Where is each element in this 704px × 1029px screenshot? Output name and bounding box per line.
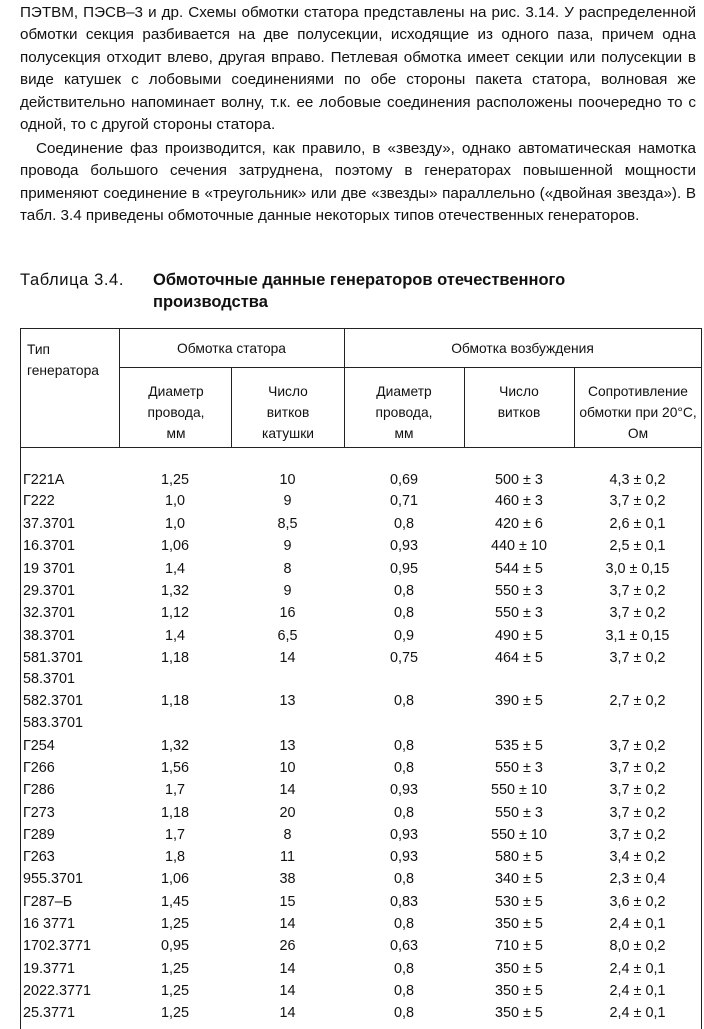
table-row — [21, 935, 701, 957]
cell-stator-turns: 10 — [279, 472, 296, 488]
cell-stator-turns: 11 — [280, 849, 295, 865]
cell-excitation-turns: 530 ± 5 — [495, 894, 543, 910]
cell-stator-diameter: 1,4 — [164, 561, 185, 577]
cell-excitation-turns: 440 ± 10 — [491, 538, 547, 554]
table-divider — [464, 367, 465, 447]
cell-resistance: 3,7 ± 0,2 — [609, 827, 666, 843]
table-row — [21, 558, 701, 580]
cell-stator-diameter: 1,18 — [160, 805, 189, 821]
cell-excitation-diameter: 0,69 — [389, 472, 418, 488]
cell-resistance: 4,3 ± 0,2 — [609, 472, 666, 488]
table-row — [21, 712, 701, 734]
table-row — [21, 1002, 701, 1024]
cell-excitation-diameter: 0,8 — [393, 583, 414, 599]
cell-resistance: 8,0 ± 0,2 — [609, 938, 666, 954]
cell-stator-turns: 13 — [279, 738, 296, 754]
cell-resistance: 3,7 ± 0,2 — [609, 805, 666, 821]
header-excitation-turns: Число витков — [497, 384, 541, 420]
cell-type: Г263 — [23, 849, 55, 865]
cell-excitation-diameter: 0,83 — [389, 894, 418, 910]
table-row — [21, 625, 701, 647]
cell-excitation-turns: 350 ± 5 — [495, 916, 543, 932]
cell-resistance: 3,7 ± 0,2 — [609, 493, 666, 509]
table-caption-title: Обмоточные данные генераторов отечественного производства — [153, 271, 566, 311]
cell-resistance: 3,4 ± 0,2 — [609, 849, 666, 865]
table-divider — [574, 367, 575, 447]
cell-excitation-turns: 550 ± 10 — [491, 782, 547, 798]
table-row — [21, 779, 701, 801]
cell-stator-turns: 14 — [279, 1005, 296, 1021]
table-row — [21, 757, 701, 779]
cell-excitation-turns: 390 ± 5 — [495, 693, 543, 709]
cell-stator-turns: 8,5 — [277, 516, 298, 532]
cell-excitation-diameter: 0,63 — [389, 938, 418, 954]
table-row — [21, 824, 701, 846]
cell-excitation-turns: 490 ± 5 — [495, 628, 543, 644]
cell-stator-turns: 20 — [279, 805, 296, 821]
table-row — [21, 602, 701, 624]
cell-resistance: 2,4 ± 0,1 — [609, 983, 666, 999]
cell-excitation-turns: 420 ± 6 — [495, 516, 543, 532]
cell-type: 581.3701 — [23, 650, 84, 666]
cell-stator-diameter: 1,25 — [160, 961, 189, 977]
header-stator-wire-diameter: Диаметр провода, мм — [147, 384, 205, 441]
cell-type: 19 3701 — [23, 561, 76, 577]
cell-resistance: 3,0 ± 0,15 — [605, 561, 670, 577]
table-row — [21, 513, 701, 535]
cell-resistance: 3,7 ± 0,2 — [609, 583, 666, 599]
cell-resistance: 3,1 ± 0,15 — [605, 628, 670, 644]
cell-excitation-diameter: 0,8 — [393, 961, 414, 977]
cell-resistance: 2,7 ± 0,2 — [609, 693, 666, 709]
cell-stator-diameter: 1,25 — [160, 1005, 189, 1021]
cell-stator-diameter: 1,06 — [160, 538, 189, 554]
cell-type: Г273 — [23, 805, 55, 821]
cell-excitation-diameter: 0,8 — [393, 516, 414, 532]
table-row — [21, 958, 701, 980]
cell-stator-turns: 9 — [283, 583, 292, 599]
cell-stator-diameter: 1,06 — [160, 871, 189, 887]
cell-type: Г286 — [23, 782, 55, 798]
cell-stator-turns: 15 — [279, 894, 296, 910]
cell-excitation-turns: 550 ± 10 — [491, 827, 547, 843]
cell-excitation-turns: 550 ± 3 — [495, 760, 543, 776]
cell-excitation-diameter: 0,8 — [393, 983, 414, 999]
cell-excitation-diameter: 0,8 — [393, 1005, 414, 1021]
cell-stator-turns: 14 — [279, 782, 296, 798]
table-row — [21, 668, 701, 690]
cell-type: 16.3701 — [23, 538, 76, 554]
cell-stator-turns: 13 — [279, 693, 296, 709]
cell-type: Г287–Б — [23, 894, 73, 910]
cell-resistance: 3,7 ± 0,2 — [609, 650, 666, 666]
cell-excitation-turns: 464 ± 5 — [495, 650, 543, 666]
cell-resistance: 3,7 ± 0,2 — [609, 605, 666, 621]
table-row — [21, 802, 701, 824]
cell-stator-diameter: 1,0 — [164, 493, 185, 509]
table-row — [21, 846, 701, 868]
cell-stator-turns: 10 — [279, 760, 296, 776]
cell-excitation-turns: 350 ± 5 — [495, 961, 543, 977]
cell-type: Г266 — [23, 760, 55, 776]
table-row — [21, 913, 701, 935]
cell-stator-diameter: 1,18 — [160, 650, 189, 666]
cell-type: Г254 — [23, 738, 55, 754]
cell-excitation-diameter: 0,93 — [389, 849, 418, 865]
table-divider — [231, 367, 232, 447]
cell-excitation-diameter: 0,93 — [389, 538, 418, 554]
table-row — [21, 535, 701, 557]
cell-resistance: 3,7 ± 0,2 — [609, 760, 666, 776]
cell-resistance: 3,6 ± 0,2 — [609, 894, 666, 910]
cell-type: 37.3701 — [23, 516, 76, 532]
cell-excitation-turns: 350 ± 5 — [495, 983, 543, 999]
cell-stator-turns: 8 — [283, 561, 292, 577]
cell-stator-diameter: 1,4 — [164, 628, 185, 644]
cell-type: 1702.3771 — [23, 938, 92, 954]
cell-stator-diameter: 1,8 — [164, 849, 185, 865]
header-excitation-winding: Обмотка возбуждения — [451, 341, 594, 356]
cell-type: 58.3701 — [23, 671, 76, 687]
table-row — [21, 469, 701, 491]
cell-excitation-diameter: 0,8 — [393, 738, 414, 754]
cell-stator-turns: 14 — [279, 961, 296, 977]
cell-excitation-turns: 500 ± 3 — [495, 472, 543, 488]
cell-resistance: 2,4 ± 0,1 — [609, 916, 666, 932]
cell-stator-turns: 16 — [279, 605, 296, 621]
cell-stator-diameter: 1,45 — [160, 894, 189, 910]
header-winding-resistance: Сопротивление обмотки при 20°С, Ом — [579, 384, 697, 441]
cell-excitation-turns: 550 ± 3 — [495, 605, 543, 621]
table-row — [21, 891, 701, 913]
cell-stator-diameter: 1,32 — [160, 583, 189, 599]
cell-excitation-diameter: 0,8 — [393, 605, 414, 621]
winding-data-table — [20, 328, 702, 1029]
cell-type: 38.3701 — [23, 628, 76, 644]
cell-type: 2022.3771 — [23, 983, 92, 999]
cell-stator-diameter: 1,25 — [160, 916, 189, 932]
cell-excitation-diameter: 0,9 — [393, 628, 414, 644]
cell-stator-turns: 38 — [279, 871, 296, 887]
cell-stator-turns: 8 — [283, 827, 292, 843]
table-row — [21, 980, 701, 1002]
cell-excitation-turns: 535 ± 5 — [495, 738, 543, 754]
cell-resistance: 2,4 ± 0,1 — [609, 1005, 666, 1021]
cell-stator-turns: 14 — [279, 916, 296, 932]
cell-excitation-diameter: 0,93 — [389, 782, 418, 798]
cell-excitation-diameter: 0,8 — [393, 805, 414, 821]
cell-type: Г222 — [23, 493, 55, 509]
cell-excitation-diameter: 0,75 — [389, 650, 418, 666]
cell-excitation-diameter: 0,95 — [389, 561, 418, 577]
cell-resistance: 2,5 ± 0,1 — [609, 538, 666, 554]
cell-excitation-diameter: 0,71 — [389, 493, 418, 509]
header-stator-winding: Обмотка статора — [177, 341, 286, 356]
paragraph-2: Соединение фаз производится, как правило, в «звезду», однако автоматическая намотка провода большого сечения затруднена, поэтому в генераторах повышенной мощности применяют соединение в «треугольник» или две «звезды» параллельно («двойная звезда»). В табл. 3.4 приведены обмоточные данные некоторых типов отечественных генераторов. — [20, 140, 696, 225]
cell-type: Г221А — [23, 472, 65, 488]
table-row — [21, 647, 701, 669]
cell-stator-diameter: 1,0 — [164, 516, 185, 532]
cell-type: Г289 — [23, 827, 55, 843]
cell-type: 32.3701 — [23, 605, 76, 621]
cell-stator-turns: 9 — [283, 538, 292, 554]
cell-resistance: 2,6 ± 0,1 — [609, 516, 666, 532]
cell-resistance: 3,7 ± 0,2 — [609, 738, 666, 754]
table-row — [21, 868, 701, 890]
header-generator-type: Тип генератора — [27, 342, 99, 378]
cell-type: 25.3771 — [23, 1005, 76, 1021]
cell-excitation-turns: 340 ± 5 — [495, 871, 543, 887]
cell-type: 955.3701 — [23, 871, 84, 887]
cell-excitation-turns: 550 ± 3 — [495, 805, 543, 821]
cell-stator-diameter: 1,7 — [164, 782, 185, 798]
cell-type: 29.3701 — [23, 583, 76, 599]
cell-excitation-turns: 460 ± 3 — [495, 493, 543, 509]
cell-stator-diameter: 1,25 — [160, 472, 189, 488]
cell-resistance: 2,4 ± 0,1 — [609, 961, 666, 977]
cell-excitation-diameter: 0,8 — [393, 760, 414, 776]
cell-type: 583.3701 — [23, 715, 84, 731]
cell-stator-diameter: 1,18 — [160, 693, 189, 709]
header-excitation-wire-diameter: Диаметр провода, мм — [375, 384, 433, 441]
cell-stator-turns: 14 — [279, 983, 296, 999]
cell-type: 16 3771 — [23, 916, 76, 932]
cell-type: 19.3771 — [23, 961, 76, 977]
cell-excitation-turns: 580 ± 5 — [495, 849, 543, 865]
table-caption-label: Таблица 3.4. — [20, 271, 125, 289]
cell-stator-turns: 6,5 — [277, 628, 298, 644]
table-divider — [119, 367, 701, 368]
table-divider — [21, 447, 701, 448]
cell-excitation-diameter: 0,8 — [393, 871, 414, 887]
cell-stator-diameter: 1,25 — [160, 983, 189, 999]
cell-stator-diameter: 1,12 — [160, 605, 189, 621]
cell-type: 582.3701 — [23, 693, 84, 709]
cell-stator-diameter: 1,56 — [160, 760, 189, 776]
header-stator-turns: Число витков катушки — [262, 384, 314, 441]
table-row — [21, 735, 701, 757]
cell-stator-diameter: 1,7 — [164, 827, 185, 843]
paragraph-1: ПЭТВМ, ПЭСВ–3 и др. Схемы обмотки статора представлены на рис. 3.14. У распределенной обмотки секция разбивается на две полусекции, исходящие из одного паза, причем одна полусекция отходит влево, другая вправо. Петлевая обмотка имеет секции или полусекции в виде катушек с лобовыми соединениями по обе стороны пакета статора, волновая же действительно напоминает волну, т.к. ее лобовые соединения расположены поочередно то с одной, то с другой стороны статора. — [20, 4, 696, 134]
cell-stator-diameter: 0,95 — [160, 938, 189, 954]
table-row — [21, 580, 701, 602]
table-row — [21, 490, 701, 512]
cell-stator-turns: 26 — [279, 938, 296, 954]
cell-excitation-turns: 350 ± 5 — [495, 1005, 543, 1021]
cell-excitation-diameter: 0,93 — [389, 827, 418, 843]
cell-stator-turns: 9 — [283, 493, 292, 509]
cell-resistance: 2,3 ± 0,4 — [609, 871, 666, 887]
table-row — [21, 690, 701, 712]
cell-excitation-turns: 710 ± 5 — [495, 938, 543, 954]
cell-excitation-turns: 544 ± 5 — [495, 561, 543, 577]
cell-resistance: 3,7 ± 0,2 — [609, 782, 666, 798]
cell-excitation-turns: 550 ± 3 — [495, 583, 543, 599]
cell-excitation-diameter: 0,8 — [393, 916, 414, 932]
cell-stator-diameter: 1,32 — [160, 738, 189, 754]
cell-stator-turns: 14 — [279, 650, 296, 666]
cell-excitation-diameter: 0,8 — [393, 693, 414, 709]
